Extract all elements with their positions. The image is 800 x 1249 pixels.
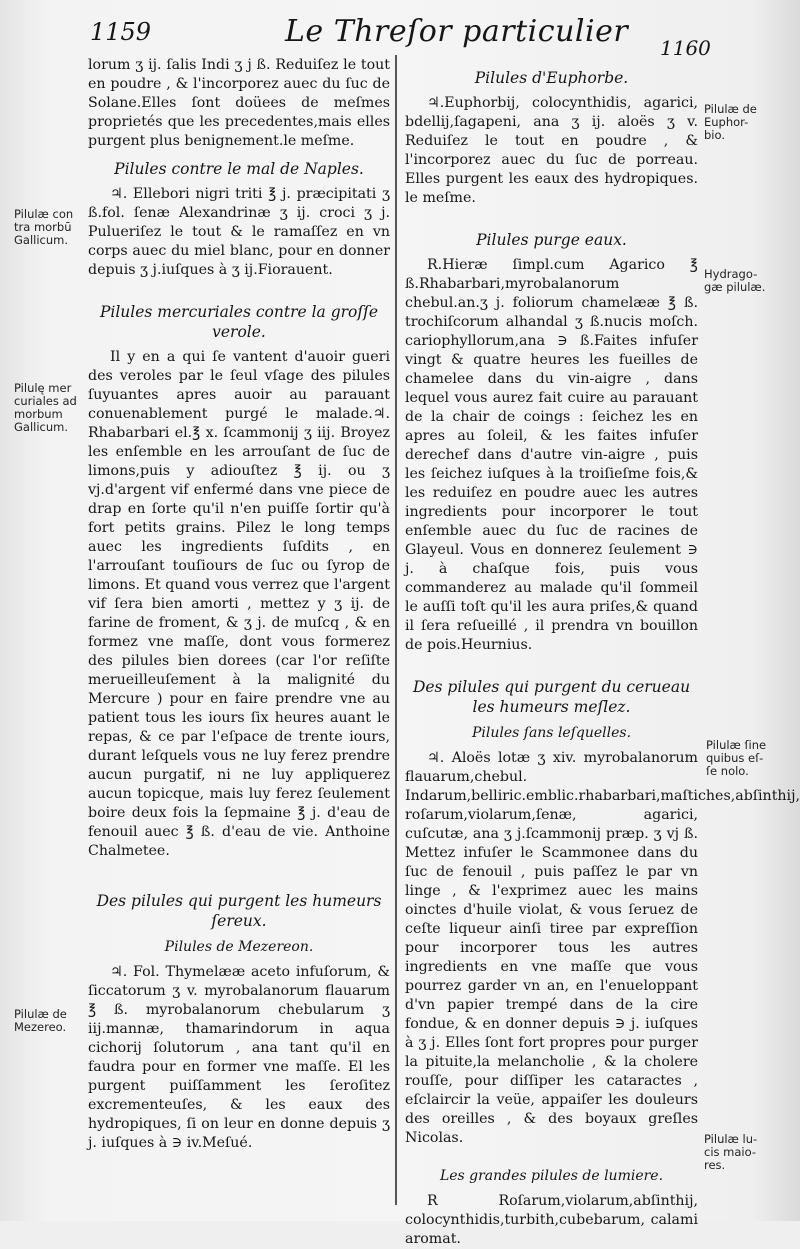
heading-grandes-pilules: Les grandes pilules de lumiere. xyxy=(439,1168,664,1184)
heading-purge-eaux: Pilules purge eaux. xyxy=(476,231,627,249)
recipe-grandes-pilules: R Roſarum,violarum,abſinthij, colocynthidis,turbith,cubebarum, calami aromat. xyxy=(405,1193,698,1247)
recipe-mercuriales: Il y en a qui ſe vantent d'auoir gueri des veroles par le ſeul vſage des pilules ſuyuantes apres auoir au parauant conuenablement purgé le malade.♃. Rhabarbari el.℥ x. ſcammonij ʒ iij. Broyez les enſemble en les arrouſant de ſuc de limons,puis y adiouſtez ℥ ij. ou ʒ vj.d'argent vif enfermé dans vne piece de drap en ſorte qu'il n'en puiſſe ſortir qu'à fort petits grains. Pilez le long temps auec les ingredients ſuſdits , en l'arrouſant touſiours de ſuc ou ſyrop de limons. Et quand vous verrez que l'argent vif ſera bien amorti , mettez y ʒ ij. de farine de froment, & ʒ j. de muſcq , & en formez vne maſſe, dont vous formerez des pilules bien dorees (car l'or reſiſte merueilleuſement à la malignité du Mercure ) pour en faire prendre vne au patient tous les iours ſix heures auant le repas, & ce par l'eſpace de trente iours, durant leſquels vous ne luy ferez prendre aucun purgatif, ni ne luy appliquerez aucun topicque, mais luy ferez ſeulement boire deux fois la ſepmaine ℥ j. d'eau de fenouil auec ℥ ß. d'eau de vie. Anthoine Chalmetee. xyxy=(88,349,390,859)
margin-note-hydragogae: Hydrago- gæ pilulæ. xyxy=(704,267,766,294)
heading-pilules-mercuriales: Pilules mercuriales contre la groſſe verole. xyxy=(99,303,379,341)
column-divider xyxy=(395,55,397,1205)
margin-note-euphorbio: Pilulæ de Euphor- bio. xyxy=(704,102,757,142)
margin-note-mezereo: Pilulæ de Mezereo. xyxy=(14,1007,67,1034)
recipe-purge-eaux: R.Hieræ ſimpl.cum Agarico ℥ ß.Rhabarbari,myrobalanorum chebul.an.ʒ j. foliorum chamelææ ℥ ß. trochiſcorum alhandal ʒ ß.nucis moſch. cariophyllorum,ana ∋ ß.Faites infuſer vingt & quatre heures les fueilles de chamelee dans du vin-aigre , dans lequel vous aurez fait cuire au parauant de la chair de coings : ſeichez les en apres au ſoleil, & les faites infuſer derechef dans d'autre vin-aigre , puis les ſeichez iuſques à la troiſieſme fois,& les reduiſez en poudre auec les autres ingredients pour incorporer le tout enſemble auec du ſuc de racines de Glayeul. Vous en donnerez ſeulement ∋ j. à chaſque fois, puis vous commanderez au malade qu'il ſommeil le auſſi toſt qu'il les aura priſes,& quand il ſera reſueillé , il prendra vn bouillon de pois.Heurnius. xyxy=(405,257,698,653)
page-number-right: 1160 xyxy=(660,36,711,60)
recipe-mezereon: ♃. Fol. Thymelææ aceto infuſorum, & ſiccatorum ʒ v. myrobalanorum flauarum ℥ ß. myrobalanorum chebularum ʒ iij.mannæ, thamarindorum in aqua cichorij ſolutorum , ana tant qu'il en faudra pour en former vne maſſe. El les purgent puiſſamment les ſeroſitez excrementeuſes, & les eaux des hydropiques, ſi on leur en donne depuis ʒ j. iuſques à ∋ iv.Meſué. xyxy=(88,964,390,1151)
margin-note-lucis-maiores: Pilulæ lu- cis maio- res. xyxy=(704,1132,758,1172)
recipe-naples: ♃. Ellebori nigri triti ℥ j. præcipitati ʒ ß.fol. ſenæ Alexandrinæ ʒ ij. croci ʒ j. Pulueriſez le tout & le ramaſſez en vn corps auec du miel blanc, pour en donner depuis ʒ j.iuſques à ʒ ij.Fiorauent. xyxy=(88,186,390,278)
heading-humeurs-sereux: Des pilules qui purgent les humeurs ſereux. xyxy=(96,892,382,930)
left-paragraph-continued: lorum ʒ ij. ſalis Indi ʒ j ß. Reduiſez le tout en poudre , & l'incorporez auec du ſuc de Solane.Elles ſont doüees de meſmes proprietés que les precedentes,mais elles purgent plus benignement.le meſme. xyxy=(88,57,390,149)
heading-cerueau: Des pilules qui purgent du cerueau les humeurs meſlez. xyxy=(412,678,691,716)
recipe-sans-lesquelles: ♃. Aloës lotæ ʒ xiv. myrobalanorum flauarum,chebul. Indarum,belliric.emblic.rhabarbari,maſtiches,abſinthij, roſarum,violarum,ſenæ, agarici, cuſcutæ, ana ʒ j.ſcammonij præp. ʒ vj ß. Mettez infuſer le Scammonee dans du ſuc de fenouil , puis paſſez le par vn linge , & l'exprimez auec les mains oinctes d'huile violat, & vous ſeruez de ceſte liqueur ainſi tiree par expreſſion pour incorporer tous les autres ingredients en vne maſſe que vous pourrez garder vn an, en l'enueloppant d'vn papier trempé dans de la cire fondue, & en donner depuis ∋ j. iuſques à ʒ j. Elles ſont fort propres pour purger la pituite,la melancholie , & la cholere rouſſe, pour diſſiper les cataractes , eſclaircir la veüe, appaiſer les douleurs des oreilles , & des boyaux greſles Nicolas. xyxy=(405,750,800,1146)
heading-euphorbe: Pilules d'Euphorbe. xyxy=(474,69,629,87)
page-number-left: 1159 xyxy=(90,18,152,46)
heading-mal-de-naples: Pilules contre le mal de Naples. xyxy=(114,160,364,178)
margin-note-mercuriales: Pilulę mer curiales ad morbum Gallicum. xyxy=(14,381,77,434)
running-title: Le Threſor particulier xyxy=(285,14,629,49)
left-column xyxy=(88,56,390,1153)
margin-note-sine-quibus: Pilulæ ſine quibus eſ- ſe nolo. xyxy=(706,738,767,778)
recipe-euphorbe: ♃.Euphorbij, colocynthidis, agarici, bdellij,ſagapeni, ana ʒ ij. aloës ʒ v. Reduiſez le tout en poudre , & l'incorporez auec du ſuc de porreau. Elles purgent les eaux des hydropiques. le meſme. xyxy=(405,95,698,206)
margin-note-morbo-gallico: Pilulæ con tra morbū Gallicum. xyxy=(14,207,74,247)
subheading-mezereon: Pilules de Mezereon. xyxy=(164,939,314,955)
subheading-sans-lesquelles: Pilules ſans leſquelles. xyxy=(471,725,632,741)
